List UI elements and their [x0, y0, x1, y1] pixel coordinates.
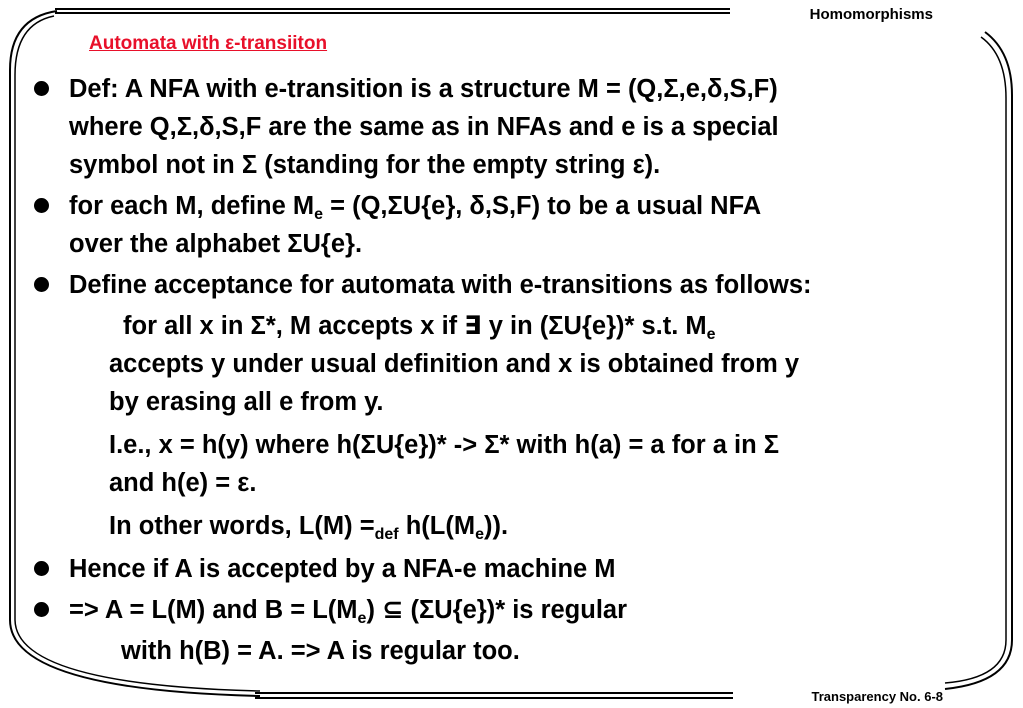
slide-content: [28, 70, 998, 670]
section-label: Homomorphisms: [809, 6, 933, 23]
transparency-number: Transparency No. 6-8: [811, 689, 943, 704]
item-line: and h(e) = ε.: [109, 469, 257, 497]
bullet-item-hence: [28, 550, 998, 588]
bullet-icon: [34, 81, 49, 96]
bullet-item-definition: [28, 70, 998, 184]
item-line: for all x in Σ*, M accepts x if ∃ y in (ΣU{e})* s.t. $M_e$: [123, 312, 716, 343]
bullet-item-acceptance: [28, 266, 998, 304]
item-line: accepts y under usual definition and x is obtained from y: [109, 350, 800, 378]
bullet-icon: [34, 561, 49, 576]
continuation-line: with h(B) = A. => A is regular too.: [121, 637, 520, 665]
item-line: over the alphabet ΣU{e}.: [69, 230, 363, 258]
item-line: for each M, define $M_e = (Q,\Sigma U\{e\}$, δ,S,F) to be a usual NFA: [69, 192, 762, 223]
item-line: Hence if A is accepted by a NFA-e machine M: [69, 555, 616, 583]
sub-item-accepts: [28, 307, 998, 421]
item-line: In other words, $L(M) =_{def}$ $h(L(M_e))$.: [109, 512, 509, 543]
item-line: Def: A NFA with e-transition is a structure M = (Q,Σ,e,δ,S,F): [69, 75, 778, 103]
bullet-icon: [34, 198, 49, 213]
bullet-item-me-definition: [28, 187, 998, 263]
bullet-icon: [34, 602, 49, 617]
item-line: => A = L(M) and $B = L(M_e)$ ⊆ (ΣU{e})* is regular: [69, 596, 628, 627]
bullet-icon: [34, 277, 49, 292]
item-line: I.e., x = h(y) where h(ΣU{e})* -> Σ* with h(a) = a for a in Σ: [109, 431, 780, 459]
item-line: where Q,Σ,δ,S,F are the same as in NFAs and e is a special: [69, 113, 779, 141]
item-line: Define acceptance for automata with e-transitions as follows:: [69, 271, 812, 299]
bullet-item-regular: [28, 591, 998, 629]
sub-item-homomorphism: [28, 426, 998, 502]
sub-item-other-words: [28, 507, 998, 545]
item-line: by erasing all e from y.: [109, 388, 384, 416]
item-line: symbol not in Σ (standing for the empty string ε).: [69, 151, 661, 179]
slide-title: Automata with ε-transiiton: [89, 33, 328, 54]
